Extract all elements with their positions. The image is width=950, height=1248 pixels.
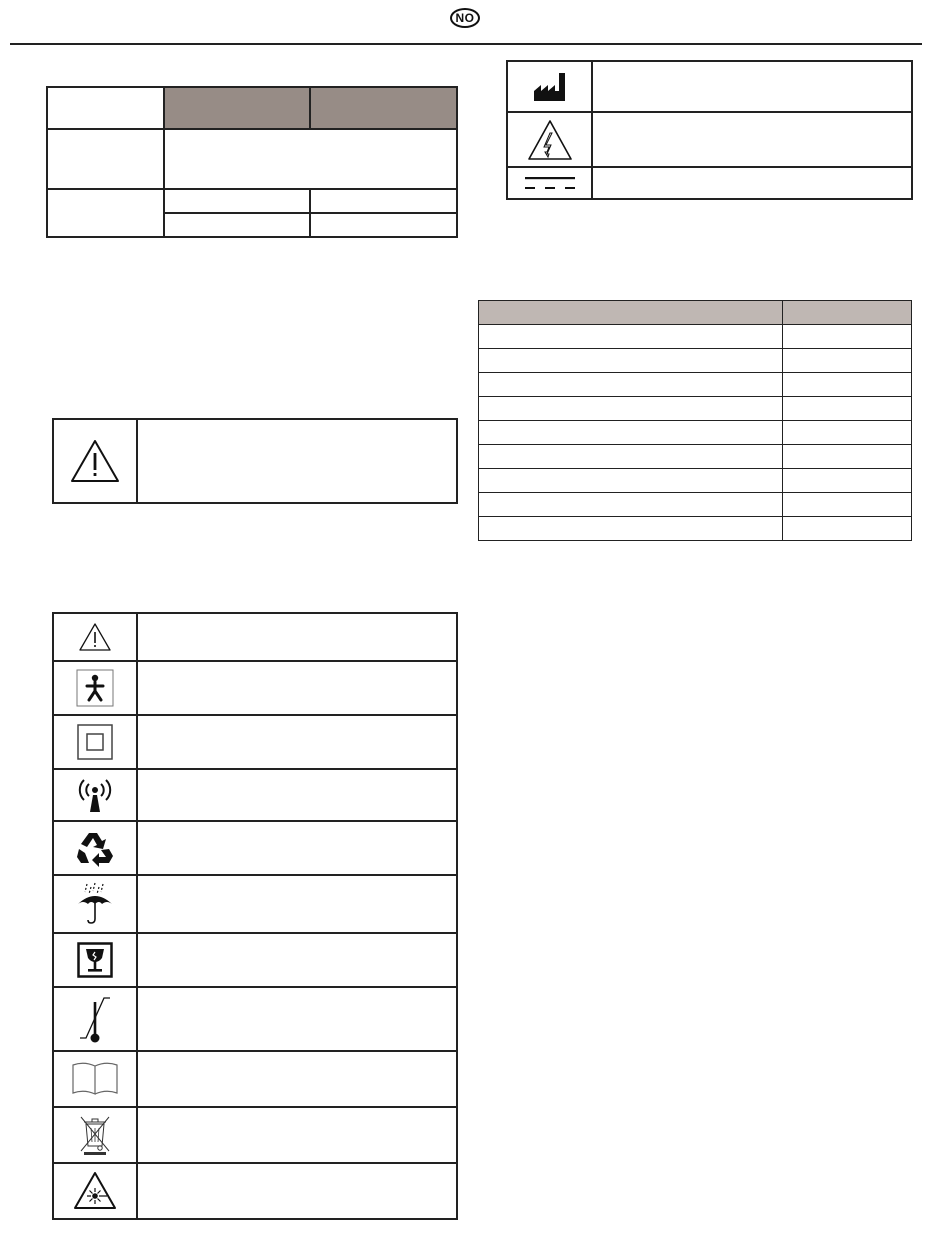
usage-table-cell (479, 493, 783, 517)
spec-table-header-cell (164, 87, 310, 129)
caution-triangle-icon (69, 438, 121, 484)
spec-table-cell (164, 189, 310, 213)
spec-table-merged-cell (164, 129, 457, 189)
symbol-icon-cell (53, 769, 137, 821)
symbol-description-cell (137, 987, 457, 1051)
usage-table-cell (479, 421, 783, 445)
symbol-description-cell (592, 112, 912, 167)
caution-icon-cell (53, 419, 137, 503)
usage-table-cell (479, 517, 783, 541)
read-instructions-manual-icon (70, 1061, 120, 1097)
usage-table-cell (479, 349, 783, 373)
laser-warning-icon (73, 1171, 117, 1211)
symbols-table (52, 612, 458, 1220)
symbol-icon-cell (53, 613, 137, 661)
usage-table-header-cell (783, 301, 912, 325)
symbol-description-cell (137, 933, 457, 987)
specification-table (46, 86, 458, 238)
symbol-icon-cell (53, 987, 137, 1051)
symbol-icon-cell (507, 112, 592, 167)
usage-table-cell (783, 325, 912, 349)
usage-table-cell (783, 397, 912, 421)
symbol-description-cell (137, 821, 457, 875)
symbol-description-cell (592, 61, 912, 112)
usage-table-cell (783, 421, 912, 445)
symbol-description-cell (137, 613, 457, 661)
class-ii-double-insulation-icon (76, 723, 114, 761)
usage-table-cell (479, 325, 783, 349)
symbol-icon-cell (53, 661, 137, 715)
symbol-description-cell (137, 1107, 457, 1163)
symbol-description-cell (137, 875, 457, 933)
header-divider (10, 43, 922, 45)
language-badge: NO (450, 8, 480, 28)
recycle-icon (75, 829, 115, 867)
spec-table-cell (310, 213, 457, 237)
symbol-icon-cell (53, 1107, 137, 1163)
symbol-description-cell (137, 769, 457, 821)
symbol-icon-cell (507, 167, 592, 199)
usage-table-cell (783, 517, 912, 541)
spec-table-row-label (47, 189, 164, 237)
usage-table-header-cell (479, 301, 783, 325)
fragile-glass-icon (77, 942, 113, 978)
temperature-limit-icon (78, 992, 112, 1046)
non-ionizing-radiation-icon (75, 775, 115, 815)
symbol-description-cell (592, 167, 912, 199)
type-bf-applied-part-icon (76, 669, 114, 707)
usage-table-cell (783, 469, 912, 493)
label-symbols-table (506, 60, 913, 200)
usage-table-cell (479, 445, 783, 469)
caution-text-cell (137, 419, 457, 503)
manufacturer-factory-icon (532, 71, 568, 103)
symbol-description-cell (137, 1051, 457, 1107)
usage-table-cell (479, 469, 783, 493)
weee-crossed-bin-icon (78, 1114, 112, 1156)
symbol-icon-cell (53, 875, 137, 933)
symbol-icon-cell (53, 1051, 137, 1107)
spec-table-cell (310, 189, 457, 213)
usage-table (478, 300, 912, 541)
usage-table-cell (783, 349, 912, 373)
usage-table-cell (479, 373, 783, 397)
spec-table-row-label (47, 129, 164, 189)
symbol-icon-cell (507, 61, 592, 112)
symbol-description-cell (137, 661, 457, 715)
symbol-description-cell (137, 1163, 457, 1219)
symbol-icon-cell (53, 821, 137, 875)
symbol-icon-cell (53, 933, 137, 987)
symbol-icon-cell (53, 715, 137, 769)
keep-dry-umbrella-icon (75, 882, 115, 926)
direct-current-icon (521, 172, 579, 194)
caution-box (52, 418, 458, 504)
symbol-description-cell (137, 715, 457, 769)
usage-table-cell (783, 445, 912, 469)
spec-table-corner-cell (47, 87, 164, 129)
spec-table-header-cell (310, 87, 457, 129)
symbol-icon-cell (53, 1163, 137, 1219)
high-voltage-warning-icon (527, 119, 573, 161)
spec-table-cell (164, 213, 310, 237)
usage-table-cell (783, 493, 912, 517)
usage-table-cell (783, 373, 912, 397)
usage-table-cell (479, 397, 783, 421)
caution-triangle-icon (78, 622, 112, 652)
